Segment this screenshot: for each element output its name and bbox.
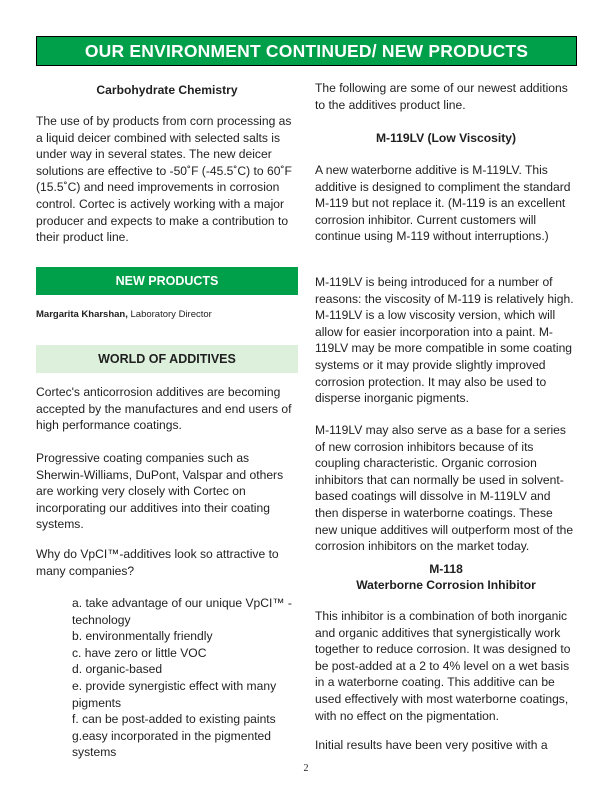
m119lv-paragraph-1: A new waterborne additive is M-119LV. This additive is designed to compliment the standard M-119 but not replace it. (M-119 is an excellent corrosion inhibitor. Current customers will continue using M-119 without interruptions.) bbox=[315, 163, 571, 244]
m118-paragraph-2: Initial results have been very positive with a bbox=[315, 738, 548, 752]
benefits-list bbox=[72, 595, 302, 761]
new-products-bar bbox=[36, 267, 298, 295]
carbohydrate-paragraph: The use of by products from corn processing as a liquid deicer combined with selected salts is under way in several states. The new deicer solutions are effective to -50˚F (-45.5˚C) to 60˚F (15.5˚C) and need improvements in corrosion control. Cortec is actively working with a major producer and expects to make a contribution to their product line. bbox=[36, 114, 292, 245]
m119lv-heading: M-119LV (Low Viscosity) bbox=[375, 131, 516, 145]
page-banner bbox=[36, 36, 577, 66]
m118-heading: M-118 bbox=[429, 562, 463, 576]
new-products-label: NEW PRODUCTS bbox=[115, 274, 219, 288]
list-item: d. organic-based bbox=[72, 662, 163, 677]
carbohydrate-heading: Carbohydrate Chemistry bbox=[96, 83, 238, 97]
list-item: b. environmentally friendly bbox=[72, 629, 213, 644]
banner-title: OUR ENVIRONMENT CONTINUED/ NEW PRODUCTS bbox=[84, 40, 529, 61]
additives-paragraph-1: Cortec's anticorrosion additives are becoming accepted by the manufactures and end users of high performance coatings. bbox=[36, 385, 292, 433]
author-title: Laboratory Director bbox=[127, 309, 212, 320]
author-line bbox=[36, 309, 212, 320]
page-number: 2 bbox=[303, 763, 309, 774]
list-item: e. provide synergistic effect with many pigments bbox=[72, 678, 277, 710]
additives-paragraph-3: Why do VpCI™-additives look so attractive to many companies? bbox=[36, 547, 279, 578]
list-item: c. have zero or little VOC bbox=[72, 645, 207, 660]
intro-paragraph: The following are some of our newest additions to the additives product line. bbox=[315, 81, 568, 112]
author-name: Margarita Kharshan, bbox=[36, 309, 128, 320]
world-of-additives-bar bbox=[36, 345, 298, 373]
m119lv-paragraph-2: M-119LV is being introduced for a number of reasons: the viscosity of M-119 is relatively high. M-119LV is a low viscosity version, which will allow for easier incorporation into a paint. M-119LV may be more compatible in some coating systems or it may provide slightly improved corrosion protection. It may also be used to disperse inorganic pigments. bbox=[315, 275, 574, 406]
additives-paragraph-2: Progressive coating companies such as Sherwin-Williams, DuPont, Valspar and others are working very closely with Cortec on incorporating our additives into their coating systems. bbox=[36, 451, 284, 532]
m118-subheading: Waterborne Corrosion Inhibitor bbox=[356, 578, 536, 592]
list-item: g.easy incorporated in the pigmented systems bbox=[72, 728, 272, 760]
world-of-additives-label: WORLD OF ADDITIVES bbox=[98, 352, 236, 366]
m119lv-paragraph-3: M-119LV may also serve as a base for a series of new corrosion inhibitors because of its coupling characteristic. Organic corrosion inhibitors that can normally be used in solvent-based coatings will dissolve in M-119LV and then disperse in waterborne coatings. These new unique additives will outperform most of the corrosion inhibitors on the market today. bbox=[315, 423, 574, 554]
list-item: f. can be post-added to existing paints bbox=[72, 712, 276, 727]
list-item: a. take advantage of our unique VpCI™ - technology bbox=[72, 596, 292, 627]
m118-paragraph-1: This inhibitor is a combination of both inorganic and organic additives that synergistically work together to reduce corrosion. It was designed to be post-added at a 2 to 4% level on a wet basis in a waterborne coating. This additive can be used effectively with most waterborne coatings, with no effect on the pigmentation. bbox=[315, 609, 571, 723]
